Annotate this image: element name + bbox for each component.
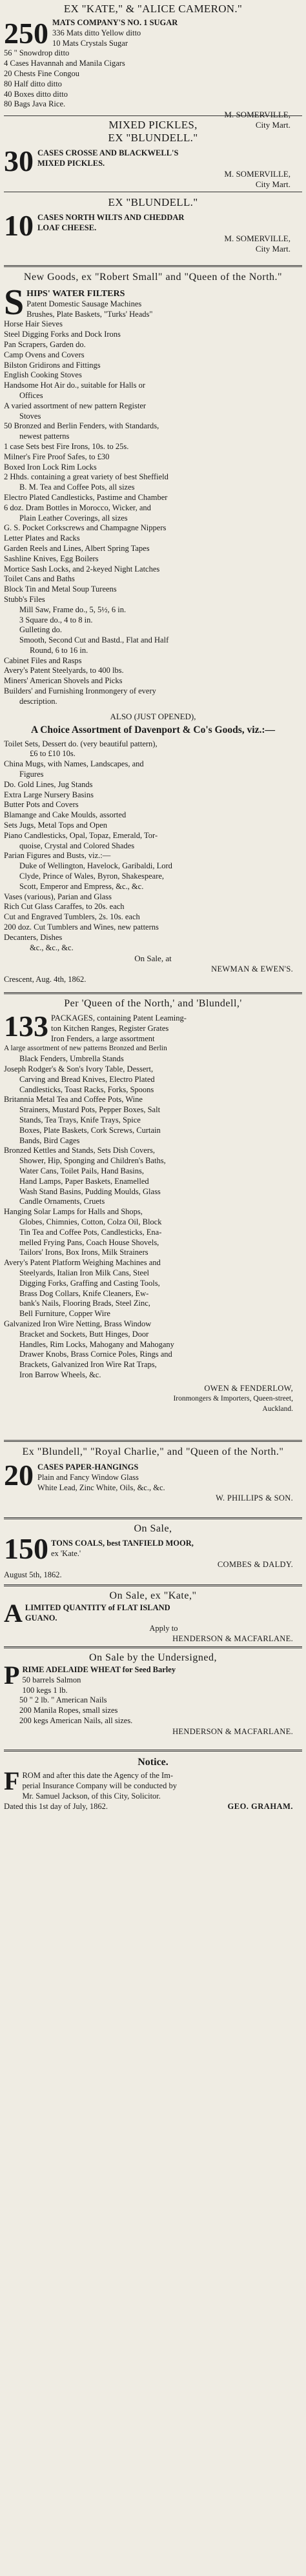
ad-lines (4, 1661, 302, 1726)
ad-line: A large assortment of new patterns Bronzed and Berlin (4, 1044, 167, 1053)
ad-line: Iron Barrow Wheels, &c. (19, 1370, 101, 1379)
ad-line: Plain Leather Coverings, all sizes (19, 513, 128, 523)
ad-line: 3 Square do., 4 to 8 in. (19, 615, 93, 624)
ad-line: Boxes, Plate Baskets, Cork Screws, Curtain (19, 1125, 161, 1135)
ad-heading: Ex "Blundell," "Royal Charlie," and "Queen of the North." (22, 1446, 284, 1457)
ad-wheat (4, 1648, 302, 1752)
ad-line: Mortice Sash Locks, and 2-keyed Night Latches (4, 564, 160, 574)
ad-line: LOAF CHEESE. (37, 223, 97, 232)
ad-dropcap: A (4, 1599, 23, 1628)
ad-line: English Cooking Stoves (4, 370, 82, 380)
ad-line: Brackets, Galvanized Iron Wire Rat Traps, (19, 1360, 157, 1370)
ad-line: 6 doz. Dram Bottles in Morocco, Wicker, and (4, 503, 151, 512)
ad-line: Handsome Hot Air do., suitable for Halls or (4, 381, 146, 390)
ad-big-number: 250 (4, 17, 48, 50)
ad-big-number: 30 (4, 145, 34, 177)
ad-dropcap: P (4, 1661, 20, 1690)
ad-heading (4, 271, 302, 284)
ad-line: 200 kegs American Nails, all sizes. (19, 1715, 133, 1725)
ad-line: Avery's Patent Steelyards, to 400 lbs. (4, 666, 124, 675)
ad-line: China Mugs, with Names, Landscapes, and (4, 759, 144, 769)
ad-line: Carving and Bread Knives, Electro Plated (19, 1074, 155, 1084)
ad-seller: OWEN & FENDERLOW, (204, 1383, 293, 1393)
ad-line: ton Kitchen Ranges, Register Grates (51, 1023, 169, 1033)
ad-place: Auckland. (262, 1404, 293, 1413)
ad-line: 20 Chests Fine Congou (4, 68, 80, 78)
ad-line: ROM and after this date the Agency of the Im- (22, 1771, 174, 1780)
ad-date: Crescent, Aug. 4th, 1862. (4, 975, 87, 984)
ad-seller: W. PHILLIPS & SON. (216, 1493, 293, 1503)
ad-lines (4, 1766, 302, 1801)
ad-line: 200 doz. Cut Tumblers and Wines, new patterns (4, 923, 159, 932)
ad-line: MATS COMPANY'S NO. 1 SUGAR (52, 18, 178, 27)
ad-heading: MIXED PICKLES, (108, 119, 198, 131)
ad-line: Sashline Knives, Egg Boilers (4, 554, 99, 563)
ad-line: Block Tin and Metal Soup Tureens (4, 584, 117, 594)
ad-date: August 5th, 1862. (4, 1570, 62, 1579)
ad-heading: On Sale by the Undersigned, (89, 1652, 217, 1663)
ad-signature-place: City Mart. (255, 120, 291, 130)
ad-line: Hanging Solar Lamps for Halls and Shops, (4, 1207, 143, 1217)
ad-heading-text: New Goods, ex "Robert Small" and "Queen of the North." (23, 272, 283, 283)
ad-coals (4, 1519, 302, 1586)
ad-line: Boxed Iron Lock Rim Locks (4, 462, 97, 472)
ad-seller-sub: Ironmongers & Importers, Queen-street, (173, 1394, 293, 1403)
ad-line: £6 to £10 10s. (30, 749, 76, 759)
ad-line: Electro Plated Candlesticks, Pastime and Chamber (4, 492, 168, 502)
ad-line: 80 Half ditto ditto (4, 79, 62, 88)
ad-line: perial Insurance Company will be conducted by (22, 1781, 177, 1790)
ad-line: 200 Manila Ropes, small sizes (19, 1706, 118, 1715)
ad-line: Bell Furniture, Copper Wire (19, 1309, 110, 1319)
ad-lines (4, 1459, 302, 1493)
ad-big-number: 150 (4, 1532, 48, 1565)
ad-heading: Per 'Queen of the North,' and 'Blundell,' (64, 998, 242, 1009)
ad-line: Strainers, Mustard Pots, Pepper Boxes, Salt (19, 1105, 161, 1115)
ad-line: Bracket and Sockets, Butt Hinges, Door (19, 1329, 149, 1339)
ad-seller: HENDERSON & MACFARLANE. (172, 1726, 293, 1736)
ad-line: ex 'Kate.' (51, 1548, 81, 1558)
ad-line: Mill Saw, Frame do., 5, 5½, 6 in. (19, 604, 127, 614)
ad-line: Toilet Sets, Dessert do. (very beautiful pattern), (4, 739, 158, 748)
ad-new-goods (4, 267, 302, 994)
ad-line: 50 Bronzed and Berlin Fenders, with Standards, (4, 421, 159, 431)
ad-guano (4, 1586, 302, 1648)
ad-line: Plain and Fancy Window Glass (37, 1472, 139, 1482)
ad-line: 56 " Snowdrop ditto (4, 48, 70, 58)
ad-line: Rich Cut Glass Caraffes, to 20s. each (4, 902, 125, 912)
ad-line: LIMITED QUANTITY of FLAT ISLAND (25, 1603, 170, 1612)
ad-line: quoise, Crystal and Colored Shades (19, 841, 135, 850)
ad-line: Globes, Chimnies, Cotton, Colza Oil, Block (19, 1217, 162, 1226)
ad-line: Digging Forks, Graffing and Casting Tools, (19, 1278, 160, 1288)
ad-line: 2 Hhds. containing a great variety of best Sheffield (4, 472, 168, 482)
ad-lines (4, 209, 302, 234)
ad-line: A varied assortment of new pattern Register (4, 401, 147, 410)
ad-ironmongery (4, 994, 302, 1442)
ad-big-number: 10 (4, 209, 34, 242)
ad-line: Bands, Bird Cages (19, 1135, 80, 1145)
ad-line: G. S. Pocket Corkscrews and Champagne Nippers (4, 523, 167, 533)
ad-line: GUANO. (25, 1613, 57, 1622)
ad-line: Iron Fenders, a large assortment (51, 1033, 155, 1043)
ad-line: 1 case Sets best Fire Irons, 10s. to 25s. (4, 441, 129, 451)
ad-line: Hand Lamps, Paper Baskets, Enamelled (19, 1176, 149, 1186)
ad-dropcap: S (4, 283, 25, 323)
ad-heading: EX "KATE," & "ALICE CAMERON." (63, 3, 243, 15)
ad-line: Duke of Wellington, Havelock, Garibaldi, Lord (19, 861, 172, 871)
ad-line: Miners' American Shovels and Picks (4, 676, 123, 686)
ad-also: ALSO (JUST OPENED), (110, 711, 196, 721)
ad-signature-place: City Mart. (255, 243, 291, 254)
ad-notice (4, 1752, 302, 1835)
ad-line: Sets Jugs, Metal Tops and Open (4, 821, 107, 830)
ad-line: Apply to (149, 1623, 178, 1633)
ad-line: Black Fenders, Umbrella Stands (19, 1054, 124, 1064)
ad-line: Avery's Patent Platform Weighing Machines and (4, 1258, 161, 1268)
ad-line: 100 kegs 1 lb. (22, 1685, 68, 1695)
ad-line: Wash Stand Basins, Pudding Moulds, Glass (19, 1186, 161, 1196)
ad-cheese (4, 192, 302, 267)
ad-lines (4, 1599, 302, 1633)
ad-big-number: 20 (4, 1459, 34, 1492)
ad-line: TONS COALS, best TANFIELD MOOR, (51, 1539, 194, 1548)
ad-line: description. (19, 696, 57, 706)
ad-line: Letter Plates and Racks (4, 534, 80, 543)
ad-heading: Notice. (138, 1757, 168, 1768)
ad-line: Stubb's Files (4, 594, 45, 604)
ad-line: &c., &c., &c. (30, 943, 74, 952)
ad-line: White Lead, Zinc White, Oils, &c., &c. (37, 1483, 165, 1492)
ad-line: Figures (19, 770, 44, 779)
ad-heading: EX "BLUNDELL." (108, 196, 198, 208)
ad-line: Decanters, Dishes (4, 932, 63, 942)
ad-pickles (4, 116, 302, 192)
ad-line: 10 Mats Crystals Sugar (52, 38, 128, 48)
ad-line: Brushes, Plate Baskets, "Turks' Heads" (26, 309, 153, 319)
ad-line: Britannia Metal Tea and Coffee Pots, Wine (4, 1095, 143, 1104)
ad-line: Camp Ovens and Covers (4, 350, 85, 359)
ad-lines (4, 1535, 302, 1559)
ad-line: Galvanized Iron Wire Netting, Brass Window (4, 1319, 152, 1328)
ad-paper-hangings (4, 1442, 302, 1519)
ad-line: Shower, Hip, Sponging and Children's Baths, (19, 1156, 166, 1166)
ad-line: HIPS' WATER FILTERS (26, 289, 125, 299)
ad-line: Stands, Tea Trays, Knife Trays, Spice (19, 1115, 141, 1124)
ad-line: 4 Cases Havannah and Manila Cigars (4, 59, 125, 68)
ad-line: Steelyards, Italian Iron Milk Cans, Steel (19, 1268, 150, 1277)
ad-line: Stoves (19, 411, 41, 421)
ad-line: 80 Bags Java Rice. (4, 99, 66, 109)
ad-line: Candle Ornaments, Cruets (19, 1197, 105, 1206)
ad-line: Piano Candlesticks, Opal, Topaz, Emerald, Tor- (4, 830, 158, 840)
ad-line: Scott, Emperor and Empress, &c., &c. (19, 881, 144, 891)
ad-line: Garden Reels and Lines, Albert Spring Tapes (4, 543, 150, 553)
ad-signature: M. SOMERVILLE, (224, 168, 291, 179)
ad-line: Gulleting do. (19, 625, 62, 635)
ad-seller: NEWMAN & EWEN'S. (211, 964, 293, 974)
ad-line: Round, 6 to 16 in. (30, 645, 88, 655)
ad-line: Offices (19, 390, 43, 400)
ad-line: MIXED PICKLES. (37, 158, 105, 168)
ad-signature: M. SOMERVILLE, (224, 110, 291, 120)
ad-line: Bronzed Kettles and Stands, Sets Dish Covers, (4, 1146, 156, 1155)
ad-line: Water Cans, Toilet Pails, Hand Basins, (19, 1166, 145, 1175)
ad-also-lines (4, 739, 302, 954)
ad-line: Parian Figures and Busts, viz.:— (4, 851, 111, 861)
ad-date-text: Dated this 1st day of July, 1862. (4, 1802, 108, 1812)
ad-line: Smooth, Second Cut and Bastd., Flat and Half (19, 635, 169, 645)
ad-signature-place: City Mart. (255, 179, 291, 189)
ad-line: Butter Pots and Covers (4, 800, 79, 810)
ad-line: RIME ADELAIDE WHEAT for Seed Barley (22, 1665, 176, 1674)
ad-line: CASES CROSSE AND BLACKWELL'S (37, 148, 179, 157)
ad-line: Patent Domestic Sausage Machines (26, 299, 142, 308)
ad-line: Cabinet Files and Rasps (4, 655, 82, 665)
ad-line: Cut and Engraved Tumblers, 2s. 10s. each (4, 912, 140, 922)
ad-line: bank's Nails, Flooring Brads, Steel Zinc, (19, 1299, 150, 1308)
ad-line: Blamange and Cake Moulds, assorted (4, 810, 127, 820)
ad-line: Joseph Rodger's & Son's Ivory Table, Dessert, (4, 1064, 154, 1073)
ad-subheading: EX "BLUNDELL." (108, 132, 198, 144)
ad-line: 50 " 2 lb. " American Nails (19, 1695, 107, 1705)
ad-line: melled Frying Pans, Coach House Shovels, (19, 1237, 159, 1247)
ad-date (4, 1801, 302, 1812)
ad-onsale: On Sale, at (134, 954, 172, 964)
ad-line: CASES PAPER-HANGINGS (37, 1463, 139, 1472)
ad-line: Builders' and Furnishing Ironmongery of every (4, 686, 156, 696)
ad-line: 40 Boxes ditto ditto (4, 89, 68, 99)
ad-lines (4, 1010, 302, 1381)
ad-line: Extra Large Nursery Basins (4, 790, 94, 799)
ad-also-heading: A Choice Assortment of Davenport & Co's Goods, viz.:— (30, 724, 275, 735)
ad-lines (4, 284, 302, 707)
ad-line: newest patterns (19, 432, 70, 441)
ad-line: B. M. Tea and Coffee Pots, all sizes (19, 483, 135, 492)
ad-line: Mr. Samuel Jackson, of this City, Solicitor. (22, 1791, 161, 1801)
ad-line: Do. Gold Lines, Jug Stands (4, 779, 93, 789)
ad-line: Vases (various), Parian and Glass (4, 892, 112, 901)
ad-line: Drawer Knobs, Brass Cornice Poles, Rings and (19, 1350, 172, 1359)
ad-line: 336 Mats ditto Yellow ditto (52, 28, 141, 37)
ad-heading: On Sale, ex "Kate," (109, 1590, 197, 1601)
ad-line: Clyde, Prince of Wales, Byron, Shakespeare, (19, 872, 165, 881)
ad-seller: HENDERSON & MACFARLANE. (172, 1634, 293, 1644)
ad-line: Toilet Cans and Baths (4, 574, 75, 584)
ad-line: Brass Dog Collars, Knife Cleaners, Ew- (19, 1288, 149, 1298)
ad-line: PACKAGES, containing Patent Leaming- (51, 1013, 187, 1023)
ad-big-number: 133 (4, 1010, 48, 1043)
ad-heading: On Sale, (134, 1523, 172, 1534)
ad-line: Steel Digging Forks and Dock Irons (4, 330, 121, 339)
ad-seller: COMBES & DALDY. (217, 1559, 293, 1569)
ad-line: Horse Hair Sieves (4, 319, 63, 329)
ad-line: Handles, Rim Locks, Mahogany and Mahogany (19, 1339, 174, 1349)
ad-signature: M. SOMERVILLE, (224, 233, 291, 243)
ad-line: CASES NORTH WILTS AND CHEDDAR (37, 213, 185, 222)
ad-signature: GEO. GRAHAM. (227, 1802, 293, 1812)
ad-line: Tin Tea and Coffee Pots, Candlesticks, Ena- (19, 1227, 162, 1237)
ad-lines (4, 15, 302, 110)
ad-line: Milner's Fire Proof Safes, to £30 (4, 452, 110, 461)
ad-dropcap: F (4, 1766, 20, 1795)
ad-line: Candlesticks, Toast Racks, Forks, Spoons (19, 1084, 154, 1094)
ad-line: Tailors' Irons, Box Irons, Milk Strainers (19, 1248, 148, 1257)
ad-line: Pan Scrapers, Garden do. (4, 339, 86, 349)
ad-lines (4, 145, 302, 169)
ad-line: Bilston Gridirons and Fittings (4, 360, 101, 370)
ad-line: 50 barrels Salmon (22, 1675, 81, 1684)
